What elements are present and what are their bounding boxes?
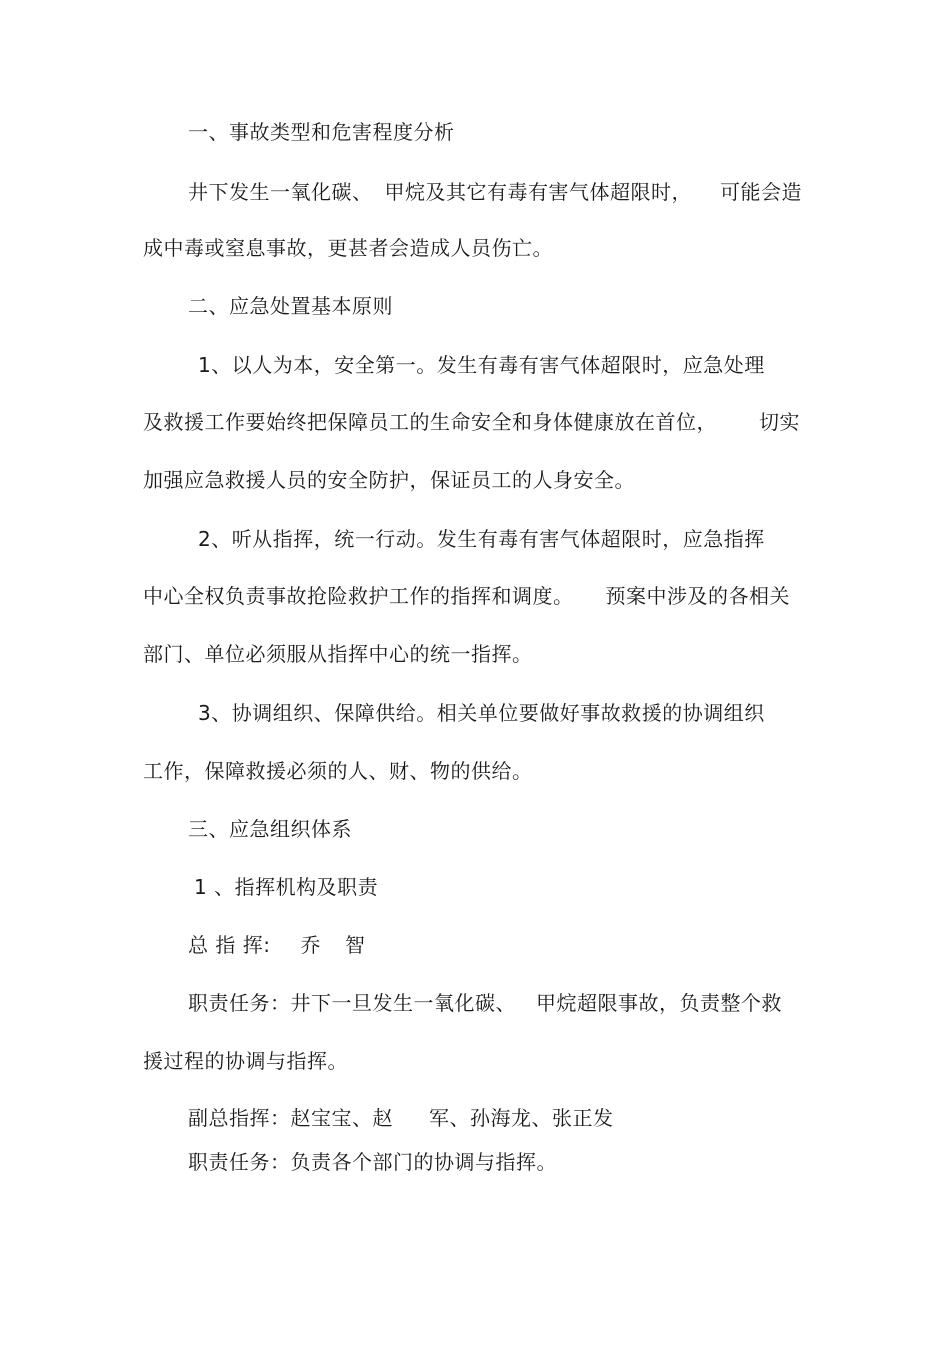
section-3-heading: 三、应急组织体系 <box>188 817 352 841</box>
section-3-subheading: 1 、指挥机构及职责 <box>194 875 379 899</box>
text-segment: 副总指挥：赵宝宝、赵 <box>188 1106 393 1130</box>
principle-1-line-1: 1、以人为本，安全第一。发生有毒有害气体超限时，应急处理 <box>198 353 765 377</box>
principle-1-line-3: 加强应急救援人员的安全防护，保证员工的人身安全。 <box>143 468 635 492</box>
text-segment: 甲烷超限事故，负责整个救 <box>536 991 782 1015</box>
text-segment: 甲烷及其它有毒有害气体超限时， <box>384 180 692 204</box>
text-segment: 井下发生一氧化碳、 <box>188 180 373 204</box>
text-segment: 军、孙海龙、张正发 <box>429 1106 614 1130</box>
duty-2-line: 职责任务：负责各个部门的协调与指挥。 <box>188 1150 557 1174</box>
text-segment: 中心全权负责事故抢险救护工作的指挥和调度。 <box>143 584 574 608</box>
principle-3-line-1: 3、协调组织、保障供给。相关单位要做好事故救援的协调组织 <box>198 701 765 725</box>
principle-2-line-1: 2、听从指挥，统一行动。发生有毒有害气体超限时，应急指挥 <box>198 527 765 551</box>
principle-3-line-2: 工作，保障救援必须的人、财、物的供给。 <box>143 759 533 783</box>
text-segment: 预案中涉及的各相关 <box>605 584 790 608</box>
text-segment: 及救援工作要始终把保障员工的生命安全和身体健康放在首位， <box>143 410 717 434</box>
duty-1-line-2: 援过程的协调与指挥。 <box>143 1049 348 1073</box>
duty-1-line-1 <box>188 990 782 1016</box>
chief-name-part: 乔 <box>300 933 321 957</box>
principle-2-line-2 <box>143 583 790 609</box>
deputy-commanders-line <box>188 1105 614 1131</box>
section-1-paragraph-line-1 <box>188 179 802 205</box>
text-segment: 切实 <box>759 410 800 434</box>
text-segment: 可能会造 <box>720 180 802 204</box>
principle-2-line-3: 部门、单位必须服从指挥中心的统一指挥。 <box>143 642 533 666</box>
section-2-heading: 二、应急处置基本原则 <box>188 294 393 318</box>
section-1-paragraph-line-2: 成中毒或窒息事故，更甚者会造成人员伤亡。 <box>143 236 553 260</box>
chief-name-part: 智 <box>344 933 366 957</box>
section-1-heading: 一、事故类型和危害程度分析 <box>188 120 455 144</box>
text-segment: 职责任务：井下一旦发生一氧化碳、 <box>188 991 516 1015</box>
principle-1-line-2 <box>143 409 800 435</box>
chief-commander-line <box>188 932 365 958</box>
chief-label: 总 指 挥: <box>188 933 271 957</box>
